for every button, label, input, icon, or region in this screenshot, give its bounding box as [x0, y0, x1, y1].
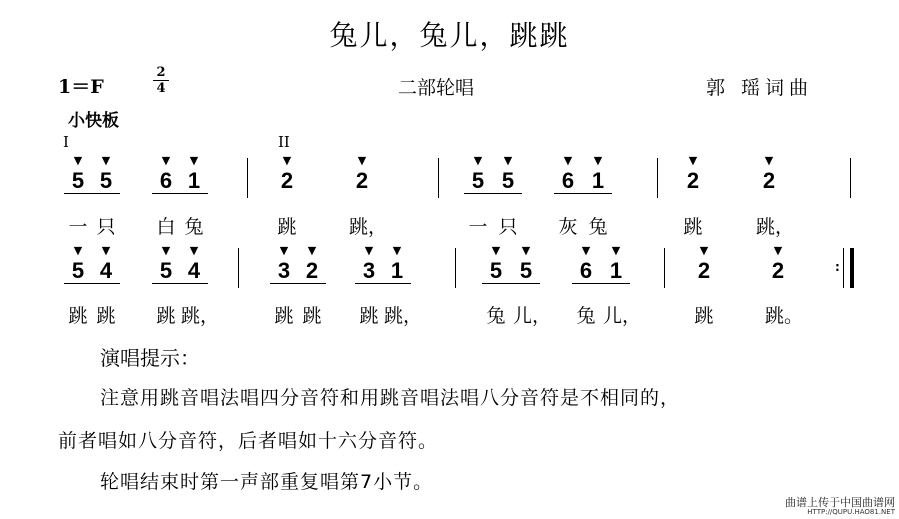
- lyric-syllable: 跳: [156, 305, 176, 327]
- staccato-mark: ▼: [279, 244, 289, 257]
- lyric-syllable: 跳: [274, 305, 294, 327]
- final-bar-line: [850, 248, 854, 288]
- author-credit: 郭 瑶词曲: [706, 77, 814, 99]
- note: 5: [489, 258, 503, 283]
- lyric-syllable: 白: [156, 216, 176, 238]
- staccato-mark: ▼: [581, 244, 591, 257]
- lyric-syllable: 兔: [588, 216, 608, 238]
- eighth-note-beam: [464, 193, 522, 194]
- note: 2: [697, 258, 711, 283]
- tip-line-1: 注意用跳音唱法唱四分音符和用跳音唱法唱八分音符是不相同的，: [100, 387, 681, 409]
- staccato-mark: ▼: [473, 154, 483, 167]
- lyric-syllable: 儿，: [513, 305, 552, 327]
- bar-line: [247, 158, 248, 198]
- tip-line-2: 前者唱如八分音符，后者唱如十六分音符。: [58, 430, 439, 452]
- note: 4: [187, 258, 201, 283]
- staccato-mark: ▼: [161, 154, 171, 167]
- staccato-mark: ▼: [764, 154, 774, 167]
- note: 3: [277, 258, 291, 283]
- note: 5: [519, 258, 533, 283]
- eighth-note-beam: [270, 283, 326, 284]
- lyric-syllable: 兔: [486, 305, 506, 327]
- staccato-mark: ▼: [503, 154, 513, 167]
- staccato-mark: ▼: [521, 244, 531, 257]
- note: 6: [579, 258, 593, 283]
- lyric-syllable: 一: [468, 216, 488, 238]
- note: 2: [280, 168, 294, 193]
- lyric-syllable: 跳: [277, 216, 297, 238]
- staccato-mark: ▼: [357, 154, 367, 167]
- bar-line: [455, 248, 456, 288]
- bar-line: [238, 248, 239, 288]
- note: 2: [305, 258, 319, 283]
- lyric-syllable: 只: [96, 216, 116, 238]
- lyric-syllable: 兔: [184, 216, 204, 238]
- staccato-mark: ▼: [307, 244, 317, 257]
- note: 5: [471, 168, 485, 193]
- note: 2: [771, 258, 785, 283]
- staccato-mark: ▼: [392, 244, 402, 257]
- song-title: 兔儿，兔儿，跳跳: [329, 19, 570, 52]
- key-signature: 1＝F: [58, 76, 104, 98]
- eighth-note-beam: [152, 193, 208, 194]
- lyric-syllable: 跳，: [756, 216, 795, 238]
- part-mark-1: I: [63, 133, 69, 151]
- note: 5: [501, 168, 515, 193]
- staccato-mark: ▼: [189, 154, 199, 167]
- note: 5: [71, 168, 85, 193]
- tips-heading: 演唱提示：: [100, 346, 200, 370]
- lyric-syllable: 跳: [96, 305, 116, 327]
- staccato-mark: ▼: [611, 244, 621, 257]
- eighth-note-beam: [554, 193, 612, 194]
- tip-line-3: 轮唱结束时第一声部重复唱第7小节。: [100, 471, 434, 493]
- lyric-syllable: 跳: [68, 305, 88, 327]
- lyric-syllable: 兔: [576, 305, 596, 327]
- time-signature: [153, 66, 169, 95]
- bar-line: [843, 248, 844, 288]
- staccato-mark: ▼: [688, 154, 698, 167]
- eighth-note-beam: [64, 283, 120, 284]
- bar-line: [657, 158, 658, 198]
- lyric-syllable: 跳: [302, 305, 322, 327]
- staccato-mark: ▼: [73, 244, 83, 257]
- eighth-note-beam: [572, 283, 630, 284]
- staccato-mark: ▼: [101, 244, 111, 257]
- staccato-mark: ▼: [282, 154, 292, 167]
- repeat-sign: :: [835, 260, 840, 274]
- lyric-syllable: 跳: [694, 305, 714, 327]
- note: 2: [355, 168, 369, 193]
- lyric-syllable: 跳: [359, 305, 379, 327]
- site-credit: 曲谱上传于中国曲谱网: [785, 496, 895, 509]
- lyric-syllable: 儿，: [603, 305, 642, 327]
- staccato-mark: ▼: [73, 154, 83, 167]
- note: 5: [71, 258, 85, 283]
- part-mark-2: II: [278, 133, 290, 151]
- staccato-mark: ▼: [593, 154, 603, 167]
- lyric-syllable: 跳: [683, 216, 703, 238]
- staccato-mark: ▼: [491, 244, 501, 257]
- note: 6: [159, 168, 173, 193]
- note: 6: [561, 168, 575, 193]
- bar-line: [438, 158, 439, 198]
- lyric-syllable: 跳，: [349, 216, 388, 238]
- note: 3: [362, 258, 376, 283]
- note: 1: [609, 258, 623, 283]
- time-signature-bottom: 4: [156, 81, 166, 96]
- staccato-mark: ▼: [161, 244, 171, 257]
- tempo-marking: 小快板: [68, 111, 119, 131]
- lyric-syllable: 灰: [558, 216, 578, 238]
- note: 2: [686, 168, 700, 193]
- lyric-syllable: 只: [498, 216, 518, 238]
- note: 5: [159, 258, 173, 283]
- note: 4: [99, 258, 113, 283]
- site-credit-url: HTTP://QUPU.HAO81.NET: [807, 508, 895, 516]
- note: 1: [591, 168, 605, 193]
- staccato-mark: ▼: [189, 244, 199, 257]
- staccato-mark: ▼: [101, 154, 111, 167]
- staccato-mark: ▼: [364, 244, 374, 257]
- staccato-mark: ▼: [563, 154, 573, 167]
- eighth-note-beam: [482, 283, 540, 284]
- note: 1: [187, 168, 201, 193]
- staccato-mark: ▼: [699, 244, 709, 257]
- lyric-syllable: 一: [68, 216, 88, 238]
- bar-line: [850, 158, 851, 198]
- eighth-note-beam: [64, 193, 120, 194]
- eighth-note-beam: [355, 283, 411, 284]
- staccato-mark: ▼: [773, 244, 783, 257]
- time-signature-top: 2: [156, 65, 166, 80]
- lyric-syllable: 跳。: [765, 305, 804, 327]
- note: 1: [390, 258, 404, 283]
- note: 5: [99, 168, 113, 193]
- lyric-syllable: 跳，: [181, 305, 220, 327]
- eighth-note-beam: [152, 283, 208, 284]
- bar-line: [664, 248, 665, 288]
- lyric-syllable: 跳，: [384, 305, 423, 327]
- performance-mode: 二部轮唱: [398, 77, 475, 99]
- note: 2: [762, 168, 776, 193]
